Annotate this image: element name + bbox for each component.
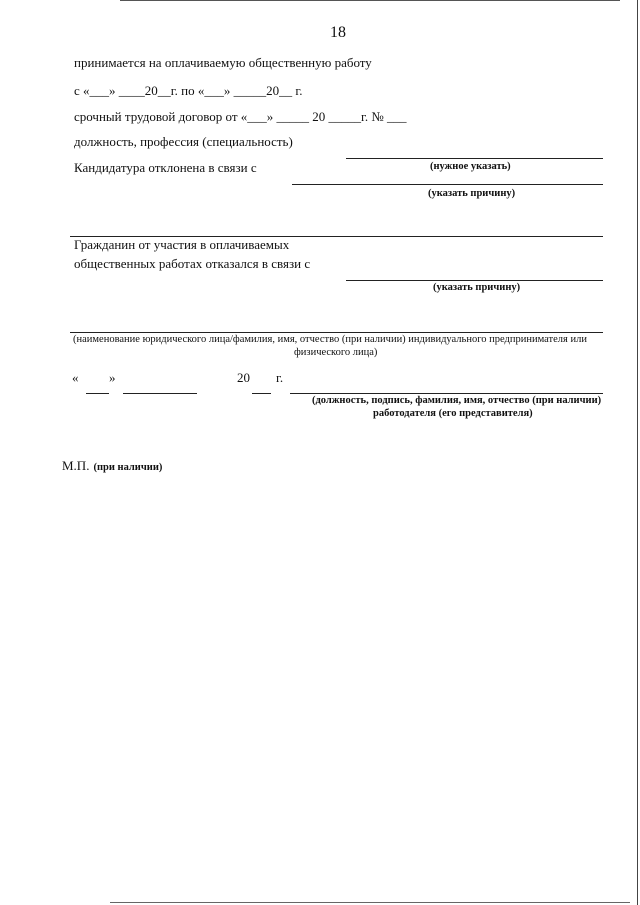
employer-name-line <box>70 332 603 333</box>
employer-caption-2: физического лица) <box>294 347 378 358</box>
month-line <box>123 393 197 394</box>
date-open-quote: « <box>72 370 79 385</box>
reject-hint-1: (нужное указать) <box>430 161 511 172</box>
stamp-place <box>62 457 162 475</box>
scan-edge-top <box>120 0 620 1</box>
date-year: 20 <box>237 370 250 385</box>
scan-edge-right <box>637 0 638 905</box>
period-line: с «___» ____20__г. по «___» _____20__ г. <box>74 83 303 98</box>
signature-caption-1: (должность, подпись, фамилия, имя, отчество (при наличии) <box>312 395 602 406</box>
reject-label: Кандидатура отклонена в связи с <box>74 160 257 175</box>
employer-caption-1: (наименование юридического лица/фамилия, имя, отчество (при наличии) индивидуального предпринимателя или <box>73 334 587 345</box>
accepted-line: принимается на оплачиваемую общественную работу <box>74 55 372 70</box>
year-line <box>252 393 271 394</box>
refuse-reason-line <box>346 280 603 281</box>
refuse-line-2: общественных работах отказался в связи с <box>74 256 311 271</box>
position-line: должность, профессия (специальность) <box>74 134 293 149</box>
stamp-note: (при наличии) <box>93 462 163 473</box>
refuse-line-1: Гражданин от участия в оплачиваемых <box>74 237 290 252</box>
signature-caption-2: работодателя (его представителя) <box>373 408 533 419</box>
reject-hint-2: (указать причину) <box>428 188 516 199</box>
stamp-label: М.П. <box>62 458 90 473</box>
reject-reason-line <box>292 184 603 185</box>
contract-line: срочный трудовой договор от «___» _____ 20 _____г. № ___ <box>74 109 407 124</box>
page-number: 18 <box>330 24 346 41</box>
scan-edge-bottom <box>110 902 630 903</box>
refuse-hint: (указать причину) <box>433 282 521 293</box>
signature-line <box>290 393 603 394</box>
day-line <box>86 393 109 394</box>
reject-field-line <box>346 158 603 159</box>
date-close-quote: » <box>109 370 116 385</box>
date-g: г. <box>276 370 284 385</box>
